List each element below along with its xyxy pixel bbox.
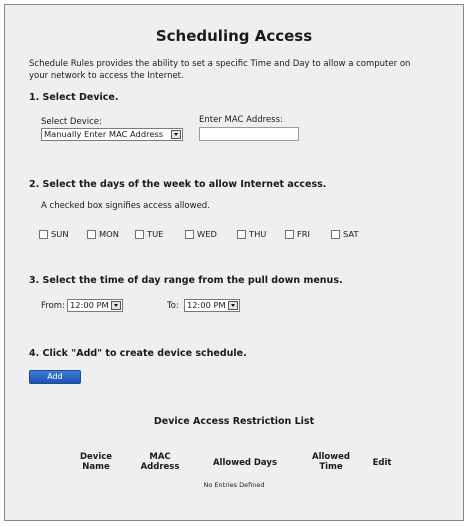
day-sun[interactable] — [39, 229, 69, 239]
chevron-down-icon[interactable] — [111, 301, 121, 310]
fri-checkbox[interactable] — [285, 230, 294, 239]
col-allowed-days: Allowed Days — [212, 458, 278, 468]
page-title: Scheduling Access — [155, 27, 313, 45]
col-mac-address: MAC Address — [140, 452, 180, 472]
sun-label: SUN — [51, 229, 69, 239]
day-thu[interactable] — [237, 229, 266, 239]
days-note: A checked box signifies access allowed. — [41, 201, 210, 211]
from-label: From: — [41, 301, 65, 311]
restriction-list-title: Device Access Restriction List — [153, 416, 315, 427]
tue-label: TUE — [147, 229, 164, 239]
thu-label: THU — [249, 229, 267, 239]
col-device-name: Device Name — [79, 452, 113, 472]
from-time-select[interactable] — [67, 299, 123, 312]
sun-checkbox[interactable] — [39, 230, 48, 239]
chevron-down-icon[interactable] — [171, 130, 181, 139]
wed-label: WED — [197, 229, 217, 239]
select-device-label: Select Device: — [41, 117, 102, 127]
sat-label: SAT — [343, 229, 359, 239]
scheduling-panel — [4, 4, 464, 521]
tue-checkbox[interactable] — [135, 230, 144, 239]
intro-text: Schedule Rules provides the ability to set a specific Time and Day to allow a computer on your network to access the Internet. — [29, 59, 411, 81]
thu-checkbox[interactable] — [237, 230, 246, 239]
sat-checkbox[interactable] — [331, 230, 340, 239]
day-tue[interactable] — [135, 229, 163, 239]
col-allowed-time: Allowed Time — [312, 452, 350, 472]
empty-list-message: No Entries Defined — [203, 481, 265, 489]
mac-address-label: Enter MAC Address: — [199, 115, 283, 125]
to-label: To: — [167, 301, 179, 311]
day-mon[interactable] — [87, 229, 119, 239]
step2-heading: 2. Select the days of the week to allow Internet access. — [29, 179, 327, 190]
step3-heading: 3. Select the time of day range from the pull down menus. — [29, 275, 343, 286]
add-button[interactable]: Add — [29, 370, 81, 384]
mon-checkbox[interactable] — [87, 230, 96, 239]
from-time-value: 12:00 PM — [70, 300, 109, 310]
fri-label: FRI — [297, 229, 310, 239]
day-wed[interactable] — [185, 229, 217, 239]
step4-heading: 4. Click "Add" to create device schedule. — [29, 348, 247, 359]
mon-label: MON — [99, 229, 119, 239]
day-fri[interactable] — [285, 229, 310, 239]
device-select[interactable] — [41, 128, 183, 141]
day-sat[interactable] — [331, 229, 359, 239]
col-edit: Edit — [372, 458, 392, 468]
to-time-select[interactable] — [184, 299, 240, 312]
mac-address-input[interactable] — [199, 127, 299, 141]
to-time-value: 12:00 PM — [187, 300, 226, 310]
wed-checkbox[interactable] — [185, 230, 194, 239]
chevron-down-icon[interactable] — [228, 301, 238, 310]
device-select-value: Manually Enter MAC Address — [44, 129, 164, 139]
step1-heading: 1. Select Device. — [29, 92, 119, 103]
